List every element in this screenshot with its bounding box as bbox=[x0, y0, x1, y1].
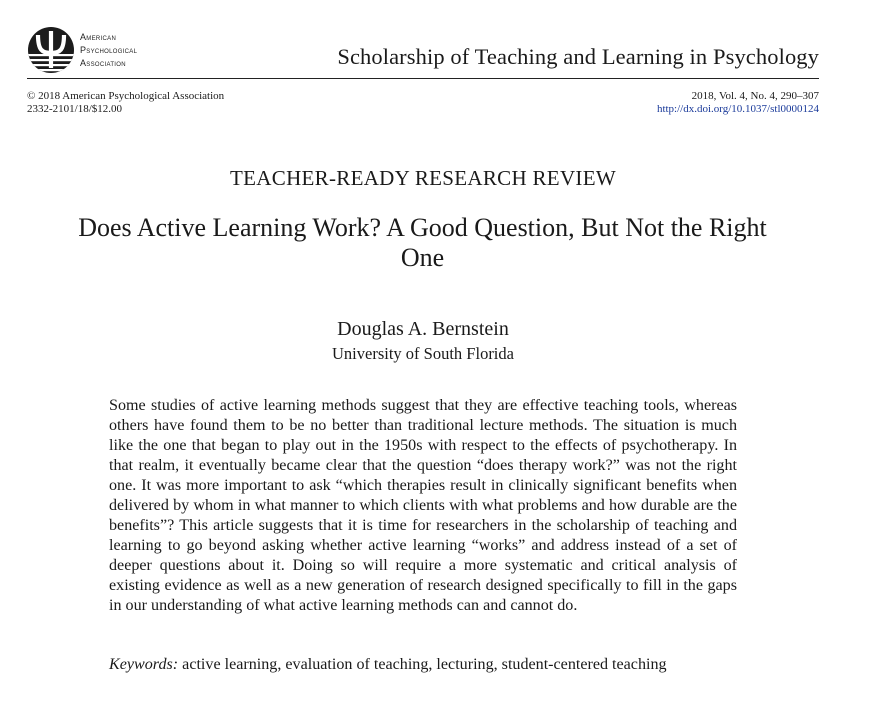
publisher-logo bbox=[27, 26, 137, 74]
doi-link[interactable]: http://dx.doi.org/10.1037/stl0000124 bbox=[656, 102, 819, 115]
section-label: TEACHER-READY RESEARCH REVIEW bbox=[230, 166, 616, 190]
publisher-name bbox=[80, 31, 137, 70]
keywords bbox=[109, 655, 749, 675]
journal-header bbox=[27, 26, 819, 79]
keywords-list: active learning, evaluation of teaching, lecturing, student-centered teaching bbox=[182, 656, 667, 673]
article-title: Does Active Learning Work? A Good Question, But Not the Right One bbox=[78, 213, 767, 272]
copyright-notice: © 2018 American Psychological Association bbox=[27, 90, 225, 102]
author-name: Douglas A. Bernstein bbox=[337, 318, 509, 340]
publisher-name-line: Psychological bbox=[80, 44, 138, 55]
keywords-label: Keywords: bbox=[109, 656, 179, 673]
issn-price: 2332-2101/18/$12.00 bbox=[27, 102, 123, 115]
volume-pages: 2018, Vol. 4, No. 4, 290–307 bbox=[691, 90, 819, 102]
publication-meta-left bbox=[27, 90, 224, 115]
author-affiliation: University of South Florida bbox=[332, 344, 514, 363]
publication-meta-right bbox=[657, 90, 819, 115]
journal-title: Scholarship of Teaching and Learning in Psychology bbox=[337, 44, 819, 69]
psi-logo-icon bbox=[27, 26, 75, 74]
publisher-name-line: Association bbox=[80, 57, 126, 68]
publisher-name-line: American bbox=[80, 31, 117, 42]
abstract: Some studies of active learning methods suggest that they are effective teaching tools, whereas others have found them to be no better than traditional lecture methods. The situation is much like the one that began to play out in the 1950s with respect to the effects of psychotherapy. In that realm, it eventually became clear that the question “does therapy work?” was not the right one. It was more important to ask “which therapies result in clinically significant benefits when delivered by whom in what manner to which clients with what problems and how durable are the benefits”? This article suggests that it is time for researchers in the scholarship of teaching and learning to go beyond asking whether active learning “works” and address instead of a set of deeper questions about it. Doing so will require a more systematic and critical analysis of existing evidence as well as a new generation of research designed specifically to fill in the gaps in our understanding of what active learning methods can and cannot do. bbox=[109, 397, 737, 614]
